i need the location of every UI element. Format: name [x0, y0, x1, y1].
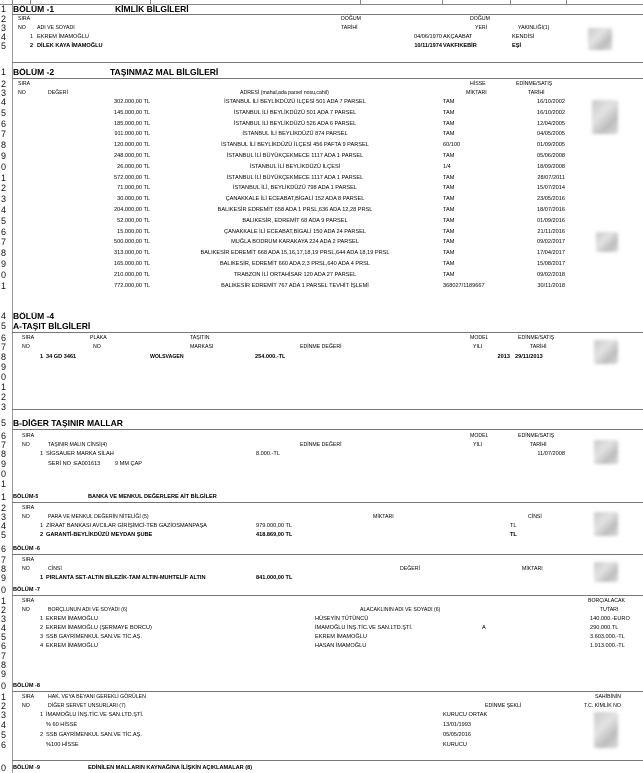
debt-amount: 290.000.TL: [590, 625, 619, 631]
property-share: TAM: [443, 153, 455, 159]
property-value: 120.000,00 TL: [114, 142, 150, 149]
property-share: TAM: [443, 120, 455, 127]
property-date: 17/04/2017: [537, 250, 565, 257]
property-date: 15/08/2017: [537, 261, 565, 267]
col-header: DOĞUM: [470, 16, 490, 22]
sheet-row: 6 185.000,00 TL İSTANBUL İLİ BEYLİKDÜZÜ 526 ADA 6 PARSEL TAM 12/04/2005: [1, 118, 565, 129]
sheet-row: 6 15.000,00 TL ÇANAKKALE İLİ ECEABAT,BİGALİ 150 ADA 24 PARSEL TAM 21/11/2016: [1, 226, 565, 237]
property-share: TAM: [443, 185, 455, 192]
col-header: SIRA: [18, 16, 31, 22]
redacted-block: [594, 440, 618, 464]
section-title: BÖLÜM -7: [13, 587, 41, 593]
redacted-block: [594, 340, 618, 364]
property-value: 52.000,00 TL: [117, 217, 150, 224]
property-value: 313.000,00 TL: [114, 250, 150, 257]
property-date: 28/07/2011: [537, 174, 565, 181]
property-value: 185.000,00 TL: [114, 120, 150, 127]
sheet-row: 2 71.000,00 TL İSTANBUL İLİ, BEYLİKDÜZÜ 798 ADA 1 PARSEL TAM 15/07/2014: [1, 183, 565, 194]
debt-amount: 140.000.-EURO: [590, 616, 630, 622]
cell: A: [482, 625, 486, 631]
property-date: 09/02/2017: [537, 239, 565, 246]
property-address: İSTANBUL İLİ, BEYLİKDÜZÜ 798 ADA 1 PARSEL: [233, 185, 357, 192]
property-address: BALIKESİR EDREMİT 668 ADA 15,16,17,18,19 PRSL,644 ADA 18,19 PRSL: [200, 250, 390, 257]
property-address: İSTANBUL İLİ BEYLİKDÜZÜ 526 ADA 6 PARSEL: [233, 120, 357, 127]
section-title: BÖLÜM -8: [13, 683, 41, 689]
section-subtitle: BANKA VE MENKUL DEĞERLERE AİT BİLGİLER: [88, 494, 217, 500]
property-address: BALIKESİR, EDREMİT 68 ADA 9 PARSEL: [242, 217, 348, 224]
col-header: YERİ: [475, 25, 488, 31]
section-title: BÖLÜM -9: [13, 765, 41, 771]
redacted-block: [594, 512, 618, 536]
section-subtitle: A-TAŞIT BİLGİLERİ: [13, 322, 91, 331]
redacted-block: [596, 232, 618, 252]
redacted-block: [592, 100, 618, 134]
acquisition-method: KURUCU: [443, 742, 467, 748]
property-value: 71.000,00 TL: [117, 185, 150, 192]
person-name: DİLEK KAYA İMAMOĞLU: [37, 43, 103, 49]
creditor-name: HASAN İMAMOĞLU: [315, 643, 367, 649]
property-address: İSTANBUL İLİ BÜYÜKÇEKMECE 1117 ADA 1 PARSEL: [226, 174, 364, 181]
property-date: 18/09/2008: [537, 163, 565, 170]
property-date: 16/10/2002: [537, 109, 565, 116]
col-header: NO: [18, 25, 26, 31]
asset-item: % 60 HİSSE: [46, 722, 78, 728]
sheet-row: 1 772.000,00 TL BALIKESİR EDREMİT 767 ADA 1 PARSEL TEVHİT İŞLEMİ 368027/1189667 30/11/2018: [1, 280, 565, 291]
property-address: ÇANAKKALE İLİ ECEABAT,BİGALİ 150 ADA 24 PARSEL: [224, 228, 366, 235]
asset-item: İMAMOĞLU İNŞ.TİC.VE SAN.LTD.ŞTİ.: [46, 712, 144, 718]
property-share: TAM: [443, 174, 455, 181]
property-share: 368027/1189667: [443, 282, 485, 289]
property-share: TAM: [443, 99, 455, 105]
sheet-row: 8 120.000,00 TL İSTANBUL İLİ BEYLİKDÜZÜ İLÇESİ 456 PAFTA 9 PARSEL 60/100 01/09/2005: [1, 140, 565, 151]
property-value: 26.000,00 TL: [117, 163, 150, 170]
col-header: TARİHİ: [341, 25, 358, 31]
property-value: 500.000,00 TL: [114, 239, 150, 246]
property-address: ÇANAKKALE İLİ ECEABAT,BİGALİ 152 ADA 8 PARSEL: [225, 196, 365, 203]
sheet-row: 5 2 SSB GAYRİMENKUL SAN.VE TİC.AŞ. 05/05/2016: [1, 730, 471, 740]
debtor-name: EKREM İMAMOĞLU (ŞERMAYE BORCU): [46, 625, 152, 631]
property-share: TAM: [443, 207, 455, 213]
debt-amount: 3.603.000.-TL: [590, 634, 625, 640]
section-subtitle: B-DİĞER TAŞINIR MALLAR: [13, 419, 123, 428]
section-title: BÖLÜM -2: [13, 68, 55, 77]
redacted-block: [588, 28, 612, 50]
section-title: BÖLÜM-5: [13, 494, 39, 500]
sheet-row: 3 1 İMAMOĞLU İNŞ.TİC.VE SAN.LTD.ŞTİ. KURUCU ORTAK: [1, 710, 488, 720]
sheet-row: 5 145.000,00 TL İSTANBUL İLİ BEYLİKDÜZÜ 501 ADA 7 PARSEL TAM 16/10/2002: [1, 107, 565, 118]
sheet-row: 3 30.000,00 TL ÇANAKKALE İLİ ECEABAT,BİGALİ 152 ADA 8 PARSEL TAM 23/05/2016: [1, 194, 565, 205]
section-title: BÖLÜM -1: [13, 5, 55, 14]
property-date: 15/07/2014: [537, 185, 565, 192]
property-address: İSTANBUL İLİ BEYLİKDÜZÜ İLÇESİ: [249, 163, 341, 170]
property-address: MUĞLA BODRUM KARAKAYA 224 ADA 2 PARSEL: [231, 239, 359, 246]
acquisition-method: 13/01/1993: [443, 722, 471, 728]
section-subtitle: EDİNİLEN MALLARIN KAYNAĞINA İLİŞKİN AÇIKLAMALAR (8): [88, 765, 253, 771]
cell: 1: [40, 616, 44, 622]
property-value: 204.000,00 TL: [114, 207, 150, 213]
sheet-row: 4 2 EKREM İMAMOĞLU (ŞERMAYE BORCU) İMAMOĞLU İNŞ.TİC.VE SAN.LTD.ŞTİ. A 290.000.TL: [1, 623, 619, 633]
property-address: İSTANBUL İLİ BEYLİKDÜZÜ 874 PARSEL: [242, 131, 348, 138]
property-address: BALIKESİR EDREMİT 767 ADA 1 PARSEL TEVHİT İŞLEMİ: [221, 282, 369, 289]
property-value: 572.000,00 TL: [114, 174, 150, 181]
sheet-row: 7 500.000,00 TL MUĞLA BODRUM KARAKAYA 224 ADA 2 PARSEL TAM 09/02/2017: [1, 237, 565, 248]
sheet-row: 1 572.000,00 TL İSTANBUL İLİ BÜYÜKÇEKMECE 1117 ADA 1 PARSEL TAM 28/07/2011: [1, 172, 565, 183]
debt-amount: 1.913.000.-TL: [590, 643, 625, 649]
sheet-row: 1 BÖLÜM -1 KİMLİK BİLGİLERİ: [1, 4, 189, 14]
property-value: 15.000,00 TL: [117, 228, 150, 235]
property-value: 210.000,00 TL: [114, 271, 150, 278]
debtor-name: EKREM İMAMOĞLU: [46, 643, 98, 649]
plate-number: 34 GD 3461: [46, 354, 77, 360]
property-address: İSTANBUL İLİ BÜYÜKÇEKMECE 1117 ADA 1 PARSEL: [226, 153, 364, 159]
property-date: 12/04/2005: [537, 120, 565, 127]
creditor-name: İMAMOĞLU İNŞ.TİC.VE SAN.LTD.ŞTİ.: [315, 625, 413, 631]
sheet-row: 7 911.000,00 TL İSTANBUL İLİ BEYLİKDÜZÜ 874 PARSEL TAM 04/05/2005: [1, 129, 565, 140]
sheet-row: 4 % 60 HİSSE 13/01/1993: [1, 720, 471, 730]
cell: 2: [40, 625, 44, 631]
property-share: TAM: [443, 131, 455, 138]
col-header: DOĞUM: [341, 16, 361, 22]
cell: 4: [40, 643, 44, 649]
creditor-name: HÜSEYİN TÜTÜNCÜ: [315, 616, 369, 622]
acquisition-method: KURUCU ORTAK: [443, 712, 488, 718]
section-subtitle: TAŞINMAZ MAL BİLGİLERİ: [110, 68, 219, 77]
property-share: TAM: [443, 109, 455, 116]
property-address: BALIKESİR EDREMİT 658 ADA 1 PRSL,636 ADA 12,28 PRSL: [217, 207, 373, 213]
property-date: 09/02/2018: [537, 271, 565, 278]
property-share: TAM: [443, 271, 455, 278]
sheet-row: 6 %100 HİSSE KURUCU: [1, 740, 467, 750]
sheet-row: 6 4 EKREM İMAMOĞLU HASAN İMAMOĞLU 1.913.000.-TL: [1, 641, 625, 651]
property-address: İSTANBUL İLİ BEYLİKDÜZÜ 501 ADA 7 PARSEL: [233, 109, 357, 116]
redacted-block: [594, 562, 618, 582]
property-value: 911.000,00 TL: [114, 131, 150, 138]
property-date: 01/09/2016: [537, 217, 565, 224]
property-share: TAM: [443, 217, 455, 224]
sheet-row: 8 313.000,00 TL BALIKESİR EDREMİT 668 ADA 15,16,17,18,19 PRSL,644 ADA 18,19 PRSL TAM 17/04/2017: [1, 248, 565, 259]
sheet-row: 0 26.000,00 TL İSTANBUL İLİ BEYLİKDÜZÜ İLÇESİ 1/4 18/09/2008: [1, 161, 565, 172]
section-title: BÖLÜM -6: [13, 546, 41, 552]
property-value: 772.000,00 TL: [114, 282, 150, 289]
property-date: 18/07/2016: [537, 207, 565, 213]
cell: 2: [40, 732, 44, 738]
section-subtitle: KİMLİK BİLGİLERİ: [115, 5, 189, 14]
property-address: BALIKESİR, EDREMİT 660 ADA 2,3 PRSL,640 ADA 4 PRSL: [219, 261, 371, 267]
property-value: 248.000,00 TL: [114, 153, 150, 159]
property-address: İSTANBUL İLİ BEYLİKDÜZÜ İLÇESİ 501 ADA 7 PARSEL: [224, 99, 366, 105]
sheet-row: 4 204.000,00 TL BALIKESİR EDREMİT 658 ADA 1 PRSL,636 ADA 12,28 PRSL TAM 18/07/2016: [1, 205, 565, 215]
sheet-row: 4 302.000,00 TL İSTANBUL İLİ BEYLİKDÜZÜ İLÇESİ 501 ADA 7 PARSEL TAM 16/10/2002: [1, 97, 565, 107]
redacted-block: [594, 712, 618, 748]
property-share: TAM: [443, 250, 455, 257]
property-value: 165.000,00 TL: [114, 261, 150, 267]
property-share: 60/100: [443, 142, 461, 149]
asset-item: %100 HİSSE: [46, 742, 79, 748]
property-date: 01/09/2005: [537, 142, 565, 149]
property-value: 145.000,00 TL: [114, 109, 150, 116]
property-value: 302.000,00 TL: [114, 99, 150, 105]
sheet-row: 5 3 SSB GAYRİMENKUL SAN.VE TİC.AŞ. EKREM İMAMOĞLU 3.603.000.-TL: [1, 632, 625, 642]
property-date: 04/05/2005: [537, 131, 565, 138]
creditor-name: EKREM İMAMOĞLU: [315, 634, 367, 640]
asset-item: SSB GAYRİMENKUL SAN.VE TİC.AŞ.: [46, 732, 142, 738]
property-date: 23/05/2016: [537, 196, 565, 203]
property-share: 1/4: [443, 163, 451, 170]
sheet-row: 9 248.000,00 TL İSTANBUL İLİ BÜYÜKÇEKMECE 1117 ADA 1 PARSEL TAM 05/06/2008: [1, 151, 565, 161]
property-address: TRABZON İLİ ORTAHİSAR 120 ADA 27 PARSEL: [233, 271, 357, 278]
debtor-name: SSB GAYRİMENKUL SAN.VE TİC.AŞ.: [46, 634, 142, 640]
property-value: 30.000,00 TL: [117, 196, 150, 203]
property-address: İSTANBUL İLİ BEYLİKDÜZÜ İLÇESİ 456 PAFTA 9 PARSEL: [221, 142, 369, 149]
debtor-name: EKREM İMAMOĞLU: [46, 616, 98, 622]
col-header: YAKINLIĞI(1): [518, 25, 550, 31]
property-share: TAM: [443, 239, 455, 246]
person-name: EKREM İMAMOĞLU: [37, 34, 89, 40]
spreadsheet: 1 BÖLÜM -1 KİMLİK BİLGİLERİ 2 SIRA DOĞUM DOĞUM 3 NO ADI VE SOYADI TARİHİ YERİ YAKINLIĞI(1) 4 1 EKREM İMAMOĞLU 04/06/1970 AKÇAABAT KENDİSİ 5 2 DİLEK KAYA İMAMOĞLU 10/11/1974 VAKFIKEBİR EŞİ 1 BÖLÜM -2 TAŞINMAZ MAL BİLGİLERİ 2 SIRA HİSSE EDİNME/SATIŞ 3 NO DEĞERİ ADRESİ (mahal,ada parsel nosu,cahil) MİKTARI TARİHİ 4 302.000,00 TL İSTANBUL İLİ BEYLİKDÜZÜ İLÇESİ 501 ADA 7 PARSEL TAM 16/10/2002 5 145.000,00 TL İSTANBUL İLİ BEYLİKDÜZÜ 501 ADA 7 PARSEL TAM 16/10/2002 6 185.000,00 TL İSTANBUL İLİ BEYLİKDÜZÜ 526 ADA 6 PARSEL TAM 12/04/2005 7 911.000,00 TL İSTANBUL İLİ BEYLİKDÜZÜ 874 PARSEL TAM 04/05/2005 8 120.000,00 TL İSTANBUL İLİ BEYLİKDÜZÜ İLÇESİ 456 PAFTA 9 PARSEL 60/100 01/09/2005 9 248.000,00 TL İSTANBUL İLİ BÜYÜKÇEKMECE 1117 ADA 1 PARSEL TAM 05/06/2008 0 26.000,00 TL İSTANBUL İLİ BEYLİKDÜZÜ İLÇESİ 1/4 18/09/2008 1 572.000,00 TL İSTANBUL İLİ BÜYÜKÇEKMECE 1117 ADA 1 PARSEL TAM 28/07/2011 2 71.000,00 TL İSTANBUL İLİ, BEYLİKDÜZÜ 798 ADA 1 PARSEL TAM 15/07/2014 3 30.000,00 TL ÇANAKKALE İLİ ECEABAT,BİGALİ 152 ADA 8 PARSEL TAM 23/05/2016 4 204.000,00 TL BALIKESİR EDREMİT 658 ADA 1 PRSL,636 ADA 12,28 PRSL TAM 18/07/2016 5 52.000,00 TL BALIKESİR, EDREMİT 68 ADA 9 PARSEL TAM 01/09/2016 6 15.000,00 TL ÇANAKKALE İLİ ECEABAT,BİGALİ 150 ADA 24 PARSEL TAM 21/11/2016 7 500.000,00 TL MUĞLA BODRUM KARAKAYA 224 ADA 2 PARSEL TAM 09/02/2017 8 313.000,00 TL BALIKESİR EDREMİT 668 ADA 15,16,17,18,19 PRSL,644 ADA 18,19 PRSL TAM 17/04/2017 9 165.000,00 TL BALIKESİR, EDREMİT 660 ADA 2,3 PRSL,640 ADA 4 PRSL TAM 15/08/2017 0 210.000,00 TL TRABZON İLİ ORTAHİSAR 120 ADA 27 PARSEL TAM 09/02/2018 1 772.000,00 TL BALIKESİR EDREMİT 767 ADA 1 PARSEL TEVHİT İŞLEMİ 368027/1189667 30/11/2018 4 BÖLÜM -4 5 A-TAŞIT BİLGİLERİ 6 SIRA PLAKA TAŞITIN MODEL EDİNME/SATIŞ 7 NO NO MARKASI EDİNME DEĞERİ YILI TARİHİ 8 1 34 GD 3461 WOLSVAGEN 254.000.-TL 2013 29/11/2013 9 0 1 2 3 5 B-DİĞER TAŞINIR MALLAR 6 SIRA MODEL EDİNME/SATIŞ 7 NO TAŞINIR MALIN CİNSİ(4) EDİNME DEĞERİ YILI TARİHİ 8 1 SİGSAUER MARKA SİLAH 8.000.-TL 11/07/2008 9 SERİ NO :EA001613 9 MM ÇAP 0 1 1 BÖLÜM-5 BANKA VE MENKUL DEĞERLERE AİT BİLGİLER 2 SIRA 3 NO PARA VE MENKUL DEĞERİN NİTELİĞİ (5) MİKTARI CİNSİ 4 1 ZİRAAT BANKASI AVCILAR GİRİŞİMCİ-TEB GAZİOSMANPAŞA 979.000,00 TL TL 5 2 GARANTİ-BEYLİKDÜZÜ MEYDAN ŞUBE 418.869,00 TL TL 6 BÖLÜM -6 7 SIRA 8 NO CİNSİ DEĞERİ MİKTARI 9 1 PIRLANTA SET-ALTIN BİLEZİK-TAM ALTIN-MUHTELİF ALTIN 841.000,00 TL 0 BÖLÜM -7 1 SIRA BORÇ/ALACAK 2 NO BORÇLUNUN ADI VE SOYADI (6) ALACAKLININ ADI VE SOYADI (6) TUTARI 3 1 EKREM İMAMOĞLU HÜSEYİN TÜTÜNCÜ 140.000.-EURO 4 2 EKREM İMAMOĞLU (ŞERMAYE BORCU) İMAMOĞLU İNŞ.TİC.VE SAN.LTD.ŞTİ. A 290.000.TL 5 3 SSB GAYRİMENKUL SAN.VE TİC.AŞ. EKREM İMAMOĞLU 3.603.000.-TL 6 4 EKREM İMAMOĞLU HASAN İMAMOĞLU 1.913.000.-TL 7 8 9 0 BÖLÜM -8 1 SIRA HAK. VEYA BEYANI GEREKLİ GÖRÜLEN SAHİBİNİN 2 NO DİĞER SERVET UNSURLARI (7) EDİNME ŞEKLİ T.C. KİMLİK NO 3 1 İMAMOĞLU İNŞ.TİC.VE SAN.LTD.ŞTİ. KURUCU ORTAK 4 % 60 HİSSE 13/01/1993 5 2 SSB GAYRİMENKUL SAN.VE TİC.AŞ. 05/05/2016 6 %100 HİSSE KURUCU 0 BÖLÜM -9 EDİNİLEN MALLARIN KAYNAĞINA İLİŞKİN AÇIKLAMALAR (8): [0, 0, 643, 773]
sheet-row: 5 52.000,00 TL BALIKESİR, EDREMİT 68 ADA 9 PARSEL TAM 01/09/2016: [1, 215, 565, 226]
sheet-row: 3 1 EKREM İMAMOĞLU HÜSEYİN TÜTÜNCÜ 140.000.-EURO: [1, 614, 630, 624]
property-date: 30/11/2018: [537, 282, 565, 289]
property-date: 21/11/2016: [537, 228, 565, 235]
property-date: 16/10/2002: [537, 99, 565, 105]
cell: 1: [40, 712, 44, 718]
property-date: 05/06/2008: [537, 153, 565, 159]
section-title: BÖLÜM -4: [13, 312, 55, 321]
col-header: ADI VE SOYADI: [37, 25, 75, 31]
property-share: TAM: [443, 196, 455, 203]
cell: 3: [40, 634, 44, 640]
sheet-row: 0 210.000,00 TL TRABZON İLİ ORTAHİSAR 120 ADA 27 PARSEL TAM 09/02/2018: [1, 269, 565, 280]
sheet-row: 9 165.000,00 TL BALIKESİR, EDREMİT 660 ADA 2,3 PRSL,640 ADA 4 PRSL TAM 15/08/2017: [1, 259, 565, 269]
property-share: TAM: [443, 261, 455, 267]
property-share: TAM: [443, 228, 455, 235]
acquisition-method: 05/05/2016: [443, 732, 471, 738]
